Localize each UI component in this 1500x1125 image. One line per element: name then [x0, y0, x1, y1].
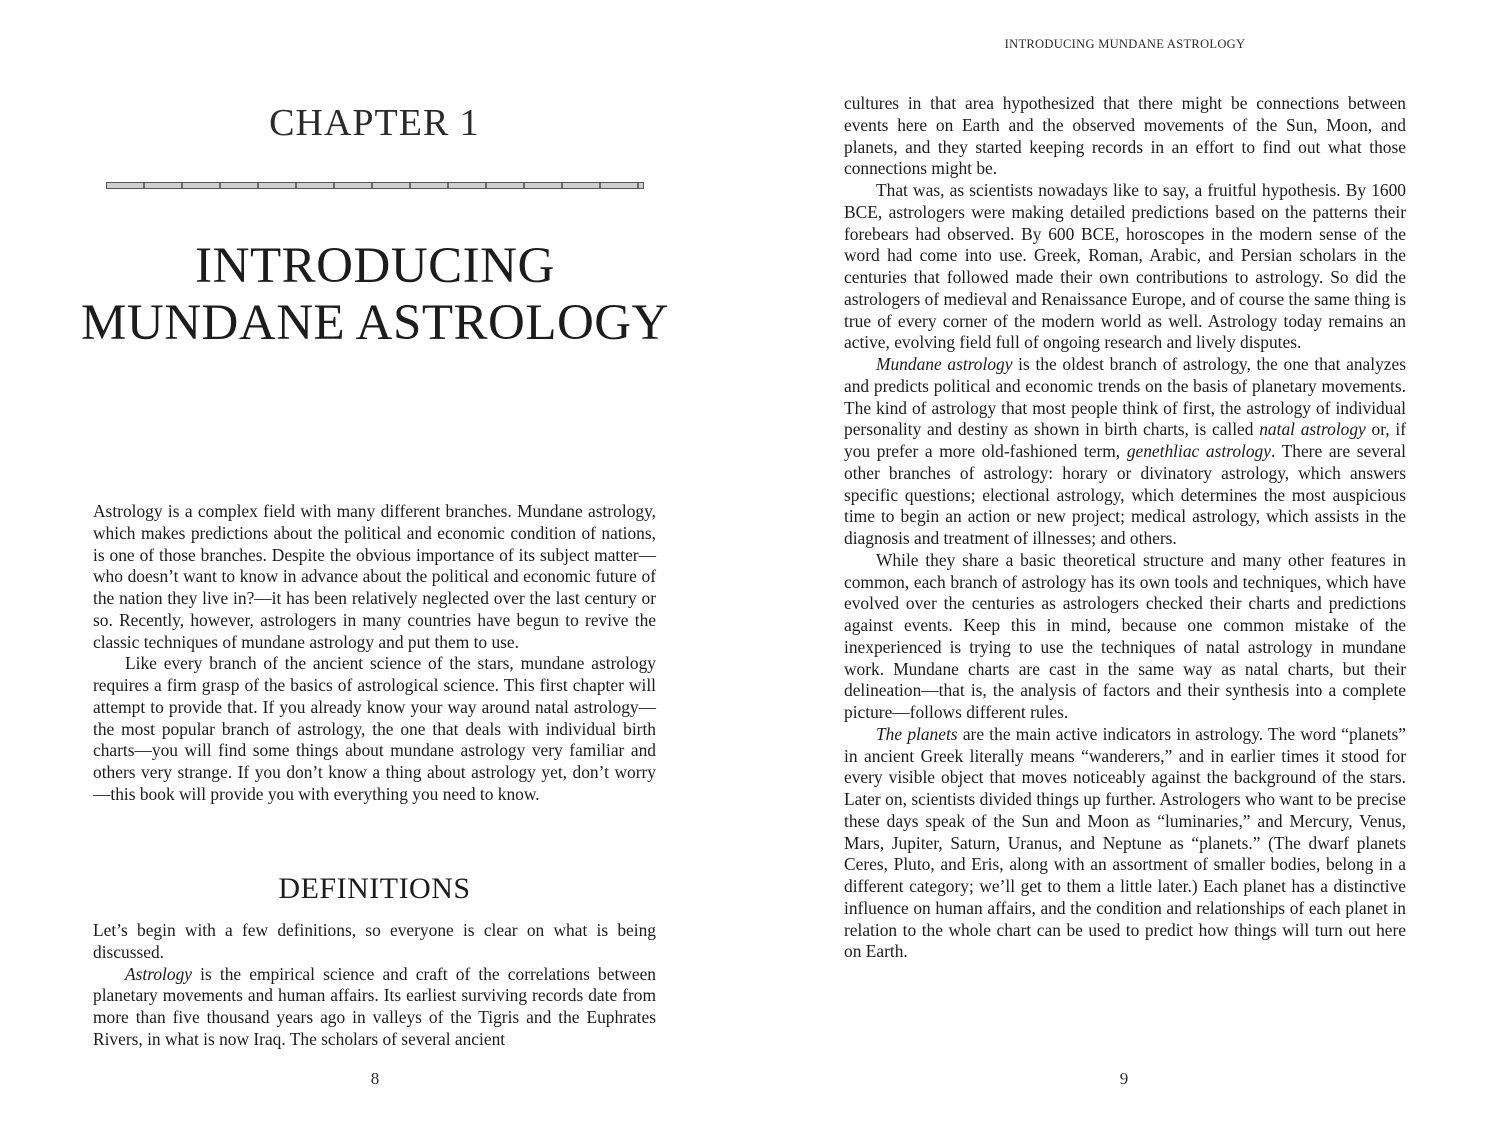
right-paragraph-2: That was, as scientists nowadays like to say, a fruitful hypothesis. By 1600 BCE, astrologers were making detailed predictions based on the patterns their forebears had observed. By 600 BCE, horoscopes in the modern sense of the word had come into use. Greek, Roman, Arabic, and Persian scholars in the centuries that followed made their own contributions to astrology. So did the astrologers of medieval and Renaissance Europe, and of course the same thing is true of every corner of the modern world as well. Astrology today remains an active, evolving field full of ongoing research and lively disputes.	[844, 180, 1406, 353]
chapter-title-line-1: INTRODUCING	[195, 238, 555, 294]
term-astrology: Astrology	[125, 963, 192, 984]
chapter-label: CHAPTER 1	[269, 102, 480, 144]
definitions-text	[93, 920, 656, 1051]
right-paragraph-5	[844, 724, 1406, 963]
term-the-planets: The planets	[876, 723, 958, 744]
page-number-right: 9	[1119, 1069, 1129, 1088]
definitions-paragraph-2	[93, 964, 656, 1051]
right-paragraph-1: cultures in that area hypothesized that there might be connections between events here on Earth and the observed movements of the Sun, Moon, and planets, and they started keeping records in an effort to find out what those connections might be.	[844, 93, 1406, 179]
right-page-text	[844, 93, 1406, 963]
right-paragraph-3-text-c: . There are several other branches of astrology: horary or divinatory astrology, which answers specific questions; electional astrology, which determines the most auspicious time to begin an action or new project; medical astrology, which assists in the diagnosis and treatment of illnesses; and others.	[844, 441, 1406, 548]
page-number-left: 8	[370, 1069, 380, 1088]
chapter-ornament-rule	[106, 182, 644, 189]
intro-paragraph-2: Like every branch of the ancient science of the stars, mundane astrology requires a firm grasp of the basics of astrological science. This first chapter will attempt to provide that. If you already know your way around natal astrology—the most popular branch of astrology, the one that deals with individual birth charts—you will find some things about mundane astrology very familiar and others very strange. If you don’t know a thing about astrology yet, don’t worry—this book will provide you with everything you need to know.	[93, 653, 656, 804]
right-paragraph-5-text: are the main active indicators in astrology. The word “planets” in ancient Greek literally means “wanderers,” and in earlier times it stood for every visible object that moves noticeably against the background of the stars. Later on, scientists divided things up further. Astrologers who want to be precise these days speak of the Sun and Moon as “luminaries,” and Mercury, Venus, Mars, Jupiter, Saturn, Uranus, and Neptune as “planets.” (The dwarf planets Ceres, Pluto, and Eris, along with an assortment of smaller bodies, belong in a different category; we’ll get to them a little later.) Each planet has a distinctive influence on human affairs, and the condition and relationships of each planet in relation to the whole chart can be used to predict how things will turn out here on Earth.	[844, 723, 1406, 962]
right-paragraph-4: While they share a basic theoretical structure and many other features in common, each branch of astrology has its own tools and techniques, which have evolved over the centuries as astrologers checked their charts and predictions against events. Keep this in mind, because one common mistake of the inexperienced is trying to use the techniques of natal astrology in mundane work. Mundane charts are cast in the same way as natal charts, but their delineation—that is, the analysis of factors and their synthesis into a complete picture—follows different rules.	[844, 549, 1406, 722]
running-head: INTRODUCING MUNDANE ASTROLOGY	[1004, 37, 1246, 51]
right-paragraph-3-text-a: is the oldest branch of astrology, the one that analyzes and predicts political and economic trends on the basis of planetary movements. The kind of astrology that most people think of first, the astrology of individual personality and destiny as shown in birth charts, is called	[844, 354, 1406, 440]
intro-paragraph-1: Astrology is a complex field with many different branches. Mundane astrology, which makes predictions about the political and economic condition of nations, is one of those branches. Despite the obvious importance of its subject matter—who doesn’t want to know in advance about the political and economic future of the nation they live in?—it has been relatively neglected over the last century or so. Recently, however, astrologers in many countries have begun to revive the classic techniques of mundane astrology and put them to use.	[93, 501, 656, 652]
intro-text	[93, 501, 656, 806]
definitions-paragraph-1: Let’s begin with a few definitions, so everyone is clear on what is being discussed.	[93, 920, 656, 962]
term-genethliac-astrology: genethliac astrology	[1126, 441, 1271, 461]
chapter-title	[60, 238, 690, 352]
section-heading-definitions: DEFINITIONS	[278, 872, 471, 905]
right-paragraph-3	[844, 354, 1406, 550]
right-paragraph-3-text-b: or, if you prefer a more old-fashioned term,	[844, 419, 1406, 461]
definitions-paragraph-2-text: is the empirical science and craft of the correlations between planetary movements and human affairs. Its earliest surviving records date from more than five thousand years ago in valleys of the Tigris and the Euphrates Rivers, in what is now Iraq. The scholars of several ancient	[93, 963, 656, 1049]
chapter-title-line-2: MUNDANE ASTROLOGY	[81, 295, 669, 351]
term-natal-astrology: natal astrology	[1259, 419, 1366, 440]
term-mundane-astrology: Mundane astrology	[876, 354, 1013, 374]
